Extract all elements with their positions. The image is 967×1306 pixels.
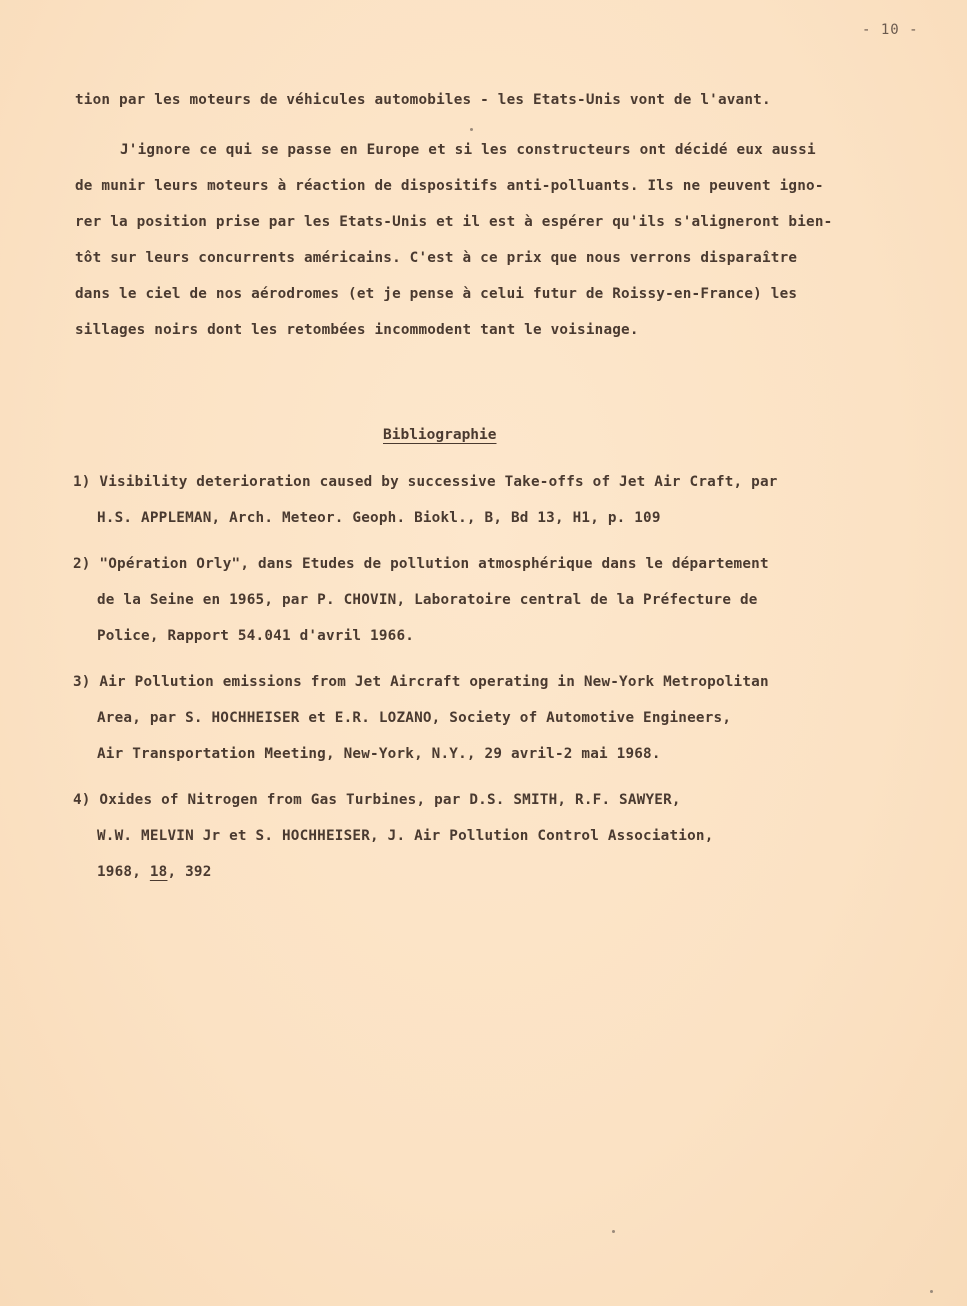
body-line-3: de munir leurs moteurs à réaction de dispositifs anti-polluants. Ils ne peuvent igno- — [75, 178, 824, 194]
ref-4-line-3 — [97, 864, 212, 880]
ref-4-line-1: 4) Oxides of Nitrogen from Gas Turbines, par D.S. SMITH, R.F. SAWYER, — [73, 792, 681, 808]
paper-speck — [612, 1230, 615, 1233]
ref-2-line-2: de la Seine en 1965, par P. CHOVIN, Laboratoire central de la Préfecture de — [97, 592, 758, 608]
body-line-2: J'ignore ce qui se passe en Europe et si les constructeurs ont décidé eux aussi — [120, 142, 816, 158]
paper-speck — [470, 128, 473, 131]
ref-3-line-2: Area, par S. HOCHHEISER et E.R. LOZANO, Society of Automotive Engineers, — [97, 710, 732, 726]
ref-3-line-1: 3) Air Pollution emissions from Jet Aircraft operating in New-York Metropolitan — [73, 674, 769, 690]
body-line-7: sillages noirs dont les retombées incommodent tant le voisinage. — [75, 322, 639, 338]
body-line-1: tion par les moteurs de véhicules automobiles - les Etats-Unis vont de l'avant. — [75, 92, 771, 108]
ref-1-line-2: H.S. APPLEMAN, Arch. Meteor. Geoph. Biokl., B, Bd 13, H1, p. 109 — [97, 510, 661, 526]
ref-4-line-2: W.W. MELVIN Jr et S. HOCHHEISER, J. Air Pollution Control Association, — [97, 828, 714, 844]
ref-4-year: 1968, — [97, 864, 150, 880]
body-line-5: tôt sur leurs concurrents américains. C'est à ce prix que nous verrons disparaître — [75, 250, 798, 266]
body-line-6: dans le ciel de nos aérodromes (et je pense à celui futur de Roissy-en-France) les — [75, 286, 798, 302]
ref-4-volume: 18 — [149, 864, 168, 880]
ref-2-line-1: 2) "Opération Orly", dans Etudes de pollution atmosphérique dans le département — [73, 556, 769, 572]
bibliography-heading: Bibliographie — [383, 427, 497, 443]
body-line-4: rer la position prise par les Etats-Unis et il est à espérer qu'ils s'aligneront bien- — [75, 214, 833, 230]
ref-3-line-3: Air Transportation Meeting, New-York, N.Y., 29 avril-2 mai 1968. — [97, 746, 661, 762]
page-number: - 10 - — [862, 22, 919, 38]
ref-1-line-1: 1) Visibility deterioration caused by successive Take-offs of Jet Air Craft, par — [73, 474, 778, 490]
ref-2-line-3: Police, Rapport 54.041 d'avril 1966. — [97, 628, 415, 644]
paper-speck — [930, 1290, 933, 1293]
ref-4-pages: , 392 — [167, 864, 212, 880]
